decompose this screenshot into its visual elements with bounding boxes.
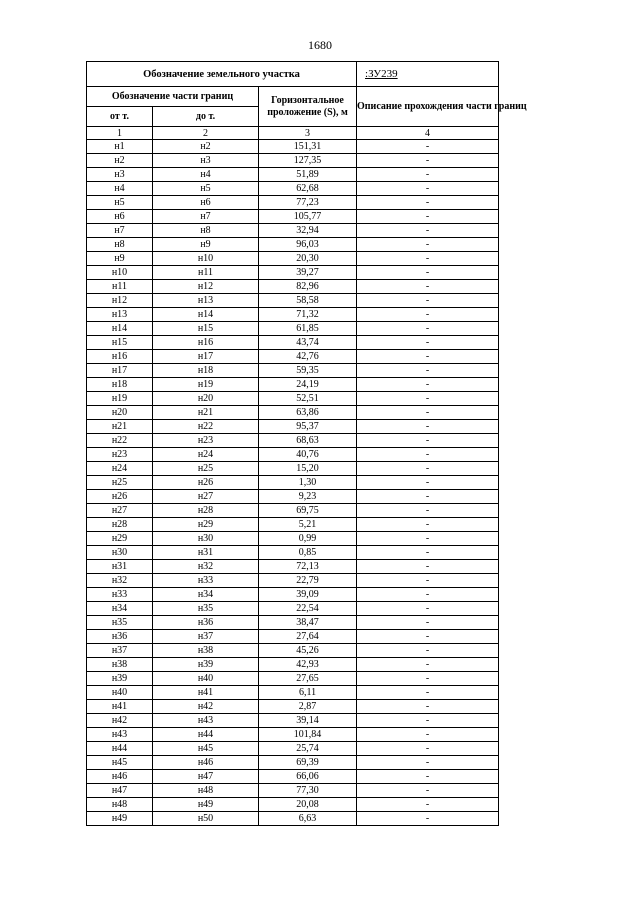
from-point-cell: н37 (87, 644, 153, 658)
to-point-cell: н7 (153, 210, 259, 224)
distance-cell: 22,54 (259, 602, 357, 616)
table-row (87, 196, 499, 210)
distance-cell: 39,09 (259, 588, 357, 602)
to-point-cell: н25 (153, 462, 259, 476)
table-row (87, 252, 499, 266)
distance-cell: 5,21 (259, 518, 357, 532)
table-row (87, 756, 499, 770)
to-point-cell: н17 (153, 350, 259, 364)
from-point-cell: н7 (87, 224, 153, 238)
description-cell: - (357, 588, 499, 602)
description-cell: - (357, 812, 499, 826)
from-point-cell: н26 (87, 490, 153, 504)
from-point-cell: н8 (87, 238, 153, 252)
description-cell: - (357, 518, 499, 532)
to-point-cell: н31 (153, 546, 259, 560)
from-point-header: от т. (87, 107, 153, 127)
distance-cell: 6,63 (259, 812, 357, 826)
from-point-cell: н1 (87, 140, 153, 154)
distance-cell: 82,96 (259, 280, 357, 294)
distance-cell: 101,84 (259, 728, 357, 742)
from-point-cell: н49 (87, 812, 153, 826)
description-cell: - (357, 266, 499, 280)
table-row (87, 308, 499, 322)
table-row (87, 672, 499, 686)
description-cell: - (357, 196, 499, 210)
from-point-cell: н48 (87, 798, 153, 812)
from-point-cell: н44 (87, 742, 153, 756)
distance-cell: 69,75 (259, 504, 357, 518)
distance-cell: 45,26 (259, 644, 357, 658)
distance-cell: 32,94 (259, 224, 357, 238)
boundary-table (86, 61, 527, 826)
description-cell: - (357, 238, 499, 252)
distance-cell: 151,31 (259, 140, 357, 154)
table-row (87, 364, 499, 378)
to-point-cell: н42 (153, 700, 259, 714)
distance-cell: 127,35 (259, 154, 357, 168)
distance-cell: 9,23 (259, 490, 357, 504)
column-number: 4 (357, 127, 499, 140)
table-row (87, 462, 499, 476)
from-point-cell: н17 (87, 364, 153, 378)
table-row (87, 504, 499, 518)
distance-cell: 96,03 (259, 238, 357, 252)
description-cell: - (357, 616, 499, 630)
description-cell: - (357, 322, 499, 336)
table-row (87, 714, 499, 728)
from-point-cell: н42 (87, 714, 153, 728)
description-cell: - (357, 644, 499, 658)
description-cell: - (357, 224, 499, 238)
table-row (87, 518, 499, 532)
distance-cell: 27,65 (259, 672, 357, 686)
to-point-cell: н13 (153, 294, 259, 308)
description-cell: - (357, 546, 499, 560)
from-point-cell: н9 (87, 252, 153, 266)
from-point-cell: н43 (87, 728, 153, 742)
description-cell: - (357, 700, 499, 714)
plot-id: :ЗУ239 (365, 67, 398, 80)
table-row (87, 210, 499, 224)
from-point-cell: н24 (87, 462, 153, 476)
from-point-cell: н45 (87, 756, 153, 770)
table-row (87, 728, 499, 742)
to-point-cell: н9 (153, 238, 259, 252)
description-cell: - (357, 294, 499, 308)
from-point-cell: н11 (87, 280, 153, 294)
to-point-cell: н15 (153, 322, 259, 336)
distance-cell: 77,30 (259, 784, 357, 798)
to-point-cell: н33 (153, 574, 259, 588)
description-cell: - (357, 770, 499, 784)
distance-cell: 69,39 (259, 756, 357, 770)
from-point-cell: н10 (87, 266, 153, 280)
table-row (87, 182, 499, 196)
from-point-cell: н32 (87, 574, 153, 588)
distance-cell: 63,86 (259, 406, 357, 420)
to-point-cell: н21 (153, 406, 259, 420)
table-row (87, 168, 499, 182)
to-point-cell: н29 (153, 518, 259, 532)
description-header: Описание прохождения части границ (357, 87, 499, 127)
to-point-cell: н6 (153, 196, 259, 210)
distance-cell: 71,32 (259, 308, 357, 322)
to-point-cell: н45 (153, 742, 259, 756)
column-number: 1 (87, 127, 153, 140)
to-point-cell: н49 (153, 798, 259, 812)
to-point-cell: н26 (153, 476, 259, 490)
table-row (87, 574, 499, 588)
to-point-cell: н40 (153, 672, 259, 686)
table-row (87, 700, 499, 714)
from-point-cell: н22 (87, 434, 153, 448)
column-number-row (87, 127, 499, 140)
from-point-cell: н16 (87, 350, 153, 364)
distance-cell: 24,19 (259, 378, 357, 392)
description-cell: - (357, 462, 499, 476)
to-point-cell: н32 (153, 560, 259, 574)
table-row (87, 686, 499, 700)
table-row (87, 602, 499, 616)
distance-cell: 72,13 (259, 560, 357, 574)
to-point-cell: н23 (153, 434, 259, 448)
from-point-cell: н38 (87, 658, 153, 672)
from-point-cell: н35 (87, 616, 153, 630)
from-point-cell: н2 (87, 154, 153, 168)
to-point-cell: н11 (153, 266, 259, 280)
to-point-cell: н5 (153, 182, 259, 196)
table-row (87, 280, 499, 294)
table-row (87, 476, 499, 490)
distance-cell: 20,08 (259, 798, 357, 812)
table-row (87, 560, 499, 574)
table-row (87, 140, 499, 154)
table-row (87, 378, 499, 392)
distance-cell: 51,89 (259, 168, 357, 182)
from-point-cell: н30 (87, 546, 153, 560)
table-row (87, 448, 499, 462)
to-point-cell: н41 (153, 686, 259, 700)
description-cell: - (357, 434, 499, 448)
to-point-cell: н16 (153, 336, 259, 350)
description-cell: - (357, 602, 499, 616)
description-cell: - (357, 336, 499, 350)
table-row (87, 812, 499, 826)
description-cell: - (357, 574, 499, 588)
distance-cell: 58,58 (259, 294, 357, 308)
distance-cell: 95,37 (259, 420, 357, 434)
to-point-cell: н10 (153, 252, 259, 266)
from-point-cell: н18 (87, 378, 153, 392)
from-point-cell: н20 (87, 406, 153, 420)
from-point-cell: н13 (87, 308, 153, 322)
distance-cell: 38,47 (259, 616, 357, 630)
table-row (87, 644, 499, 658)
from-point-cell: н29 (87, 532, 153, 546)
plot-row (87, 62, 499, 87)
table-row (87, 630, 499, 644)
to-point-cell: н2 (153, 140, 259, 154)
table-row (87, 742, 499, 756)
to-point-cell: н18 (153, 364, 259, 378)
description-cell: - (357, 728, 499, 742)
distance-cell: 59,35 (259, 364, 357, 378)
to-point-cell: н28 (153, 504, 259, 518)
table-row (87, 294, 499, 308)
distance-cell: 62,68 (259, 182, 357, 196)
plot-id-cell (357, 62, 499, 87)
table-row (87, 266, 499, 280)
to-point-cell: н34 (153, 588, 259, 602)
distance-cell: 105,77 (259, 210, 357, 224)
to-point-cell: н3 (153, 154, 259, 168)
to-point-cell: н48 (153, 784, 259, 798)
description-cell: - (357, 392, 499, 406)
table-row (87, 154, 499, 168)
description-cell: - (357, 154, 499, 168)
from-point-cell: н28 (87, 518, 153, 532)
description-cell: - (357, 714, 499, 728)
table-row (87, 322, 499, 336)
distance-cell: 66,06 (259, 770, 357, 784)
to-point-cell: н36 (153, 616, 259, 630)
from-point-cell: н4 (87, 182, 153, 196)
to-point-cell: н27 (153, 490, 259, 504)
part-boundary-header: Обозначение части границ (87, 87, 259, 107)
description-cell: - (357, 686, 499, 700)
distance-cell: 43,74 (259, 336, 357, 350)
distance-cell: 20,30 (259, 252, 357, 266)
to-point-cell: н35 (153, 602, 259, 616)
table-row (87, 798, 499, 812)
to-point-cell: н50 (153, 812, 259, 826)
from-point-cell: н36 (87, 630, 153, 644)
to-point-cell: н37 (153, 630, 259, 644)
description-cell: - (357, 756, 499, 770)
to-point-cell: н4 (153, 168, 259, 182)
from-point-cell: н34 (87, 602, 153, 616)
page-number: 1680 (308, 38, 332, 52)
from-point-cell: н27 (87, 504, 153, 518)
to-point-cell: н30 (153, 532, 259, 546)
from-point-cell: н3 (87, 168, 153, 182)
table-row (87, 238, 499, 252)
header-row (87, 87, 499, 107)
to-point-cell: н43 (153, 714, 259, 728)
table-row (87, 392, 499, 406)
column-number: 3 (259, 127, 357, 140)
description-cell: - (357, 490, 499, 504)
description-cell: - (357, 784, 499, 798)
table-row (87, 616, 499, 630)
to-point-cell: н44 (153, 728, 259, 742)
to-point-cell: н39 (153, 658, 259, 672)
table-row (87, 224, 499, 238)
from-point-cell: н5 (87, 196, 153, 210)
description-cell: - (357, 672, 499, 686)
distance-cell: 68,63 (259, 434, 357, 448)
description-cell: - (357, 406, 499, 420)
distance-cell: 40,76 (259, 448, 357, 462)
table-row (87, 406, 499, 420)
to-point-header: до т. (153, 107, 259, 127)
distance-cell: 39,14 (259, 714, 357, 728)
to-point-cell: н20 (153, 392, 259, 406)
table-row (87, 420, 499, 434)
table-body (87, 140, 499, 826)
distance-cell: 1,30 (259, 476, 357, 490)
description-cell: - (357, 448, 499, 462)
from-point-cell: н14 (87, 322, 153, 336)
distance-cell: 39,27 (259, 266, 357, 280)
table-row (87, 546, 499, 560)
description-cell: - (357, 798, 499, 812)
from-point-cell: н19 (87, 392, 153, 406)
distance-cell: 27,64 (259, 630, 357, 644)
description-cell: - (357, 140, 499, 154)
table-row (87, 336, 499, 350)
description-cell: - (357, 378, 499, 392)
from-point-cell: н21 (87, 420, 153, 434)
to-point-cell: н38 (153, 644, 259, 658)
table-row (87, 532, 499, 546)
from-point-cell: н40 (87, 686, 153, 700)
to-point-cell: н12 (153, 280, 259, 294)
description-cell: - (357, 168, 499, 182)
to-point-cell: н22 (153, 420, 259, 434)
from-point-cell: н15 (87, 336, 153, 350)
description-cell: - (357, 504, 499, 518)
from-point-cell: н39 (87, 672, 153, 686)
to-point-cell: н19 (153, 378, 259, 392)
description-cell: - (357, 658, 499, 672)
distance-cell: 77,23 (259, 196, 357, 210)
to-point-cell: н46 (153, 756, 259, 770)
from-point-cell: н33 (87, 588, 153, 602)
distance-cell: 2,87 (259, 700, 357, 714)
distance-cell: 0,85 (259, 546, 357, 560)
from-point-cell: н12 (87, 294, 153, 308)
from-point-cell: н41 (87, 700, 153, 714)
to-point-cell: н8 (153, 224, 259, 238)
description-cell: - (357, 420, 499, 434)
to-point-cell: н14 (153, 308, 259, 322)
from-point-cell: н47 (87, 784, 153, 798)
distance-cell: 25,74 (259, 742, 357, 756)
from-point-cell: н6 (87, 210, 153, 224)
table-row (87, 658, 499, 672)
description-cell: - (357, 560, 499, 574)
to-point-cell: н24 (153, 448, 259, 462)
from-point-cell: н31 (87, 560, 153, 574)
table-row (87, 770, 499, 784)
plot-designation-label: Обозначение земельного участка (87, 62, 357, 87)
description-cell: - (357, 350, 499, 364)
from-point-cell: н23 (87, 448, 153, 462)
from-point-cell: н25 (87, 476, 153, 490)
table-row (87, 784, 499, 798)
description-cell: - (357, 210, 499, 224)
description-cell: - (357, 476, 499, 490)
description-cell: - (357, 308, 499, 322)
distance-cell: 42,93 (259, 658, 357, 672)
description-cell: - (357, 182, 499, 196)
distance-cell: 15,20 (259, 462, 357, 476)
to-point-cell: н47 (153, 770, 259, 784)
description-cell: - (357, 742, 499, 756)
distance-cell: 6,11 (259, 686, 357, 700)
description-cell: - (357, 252, 499, 266)
from-point-cell: н46 (87, 770, 153, 784)
table-row (87, 588, 499, 602)
description-cell: - (357, 630, 499, 644)
distance-cell: 42,76 (259, 350, 357, 364)
column-number: 2 (153, 127, 259, 140)
distance-cell: 52,51 (259, 392, 357, 406)
table-row (87, 434, 499, 448)
distance-cell: 61,85 (259, 322, 357, 336)
distance-header: Горизонтальное проложение (S), м (259, 87, 357, 127)
table-row (87, 490, 499, 504)
table-row (87, 350, 499, 364)
description-cell: - (357, 364, 499, 378)
description-cell: - (357, 532, 499, 546)
distance-cell: 22,79 (259, 574, 357, 588)
distance-cell: 0,99 (259, 532, 357, 546)
description-cell: - (357, 280, 499, 294)
